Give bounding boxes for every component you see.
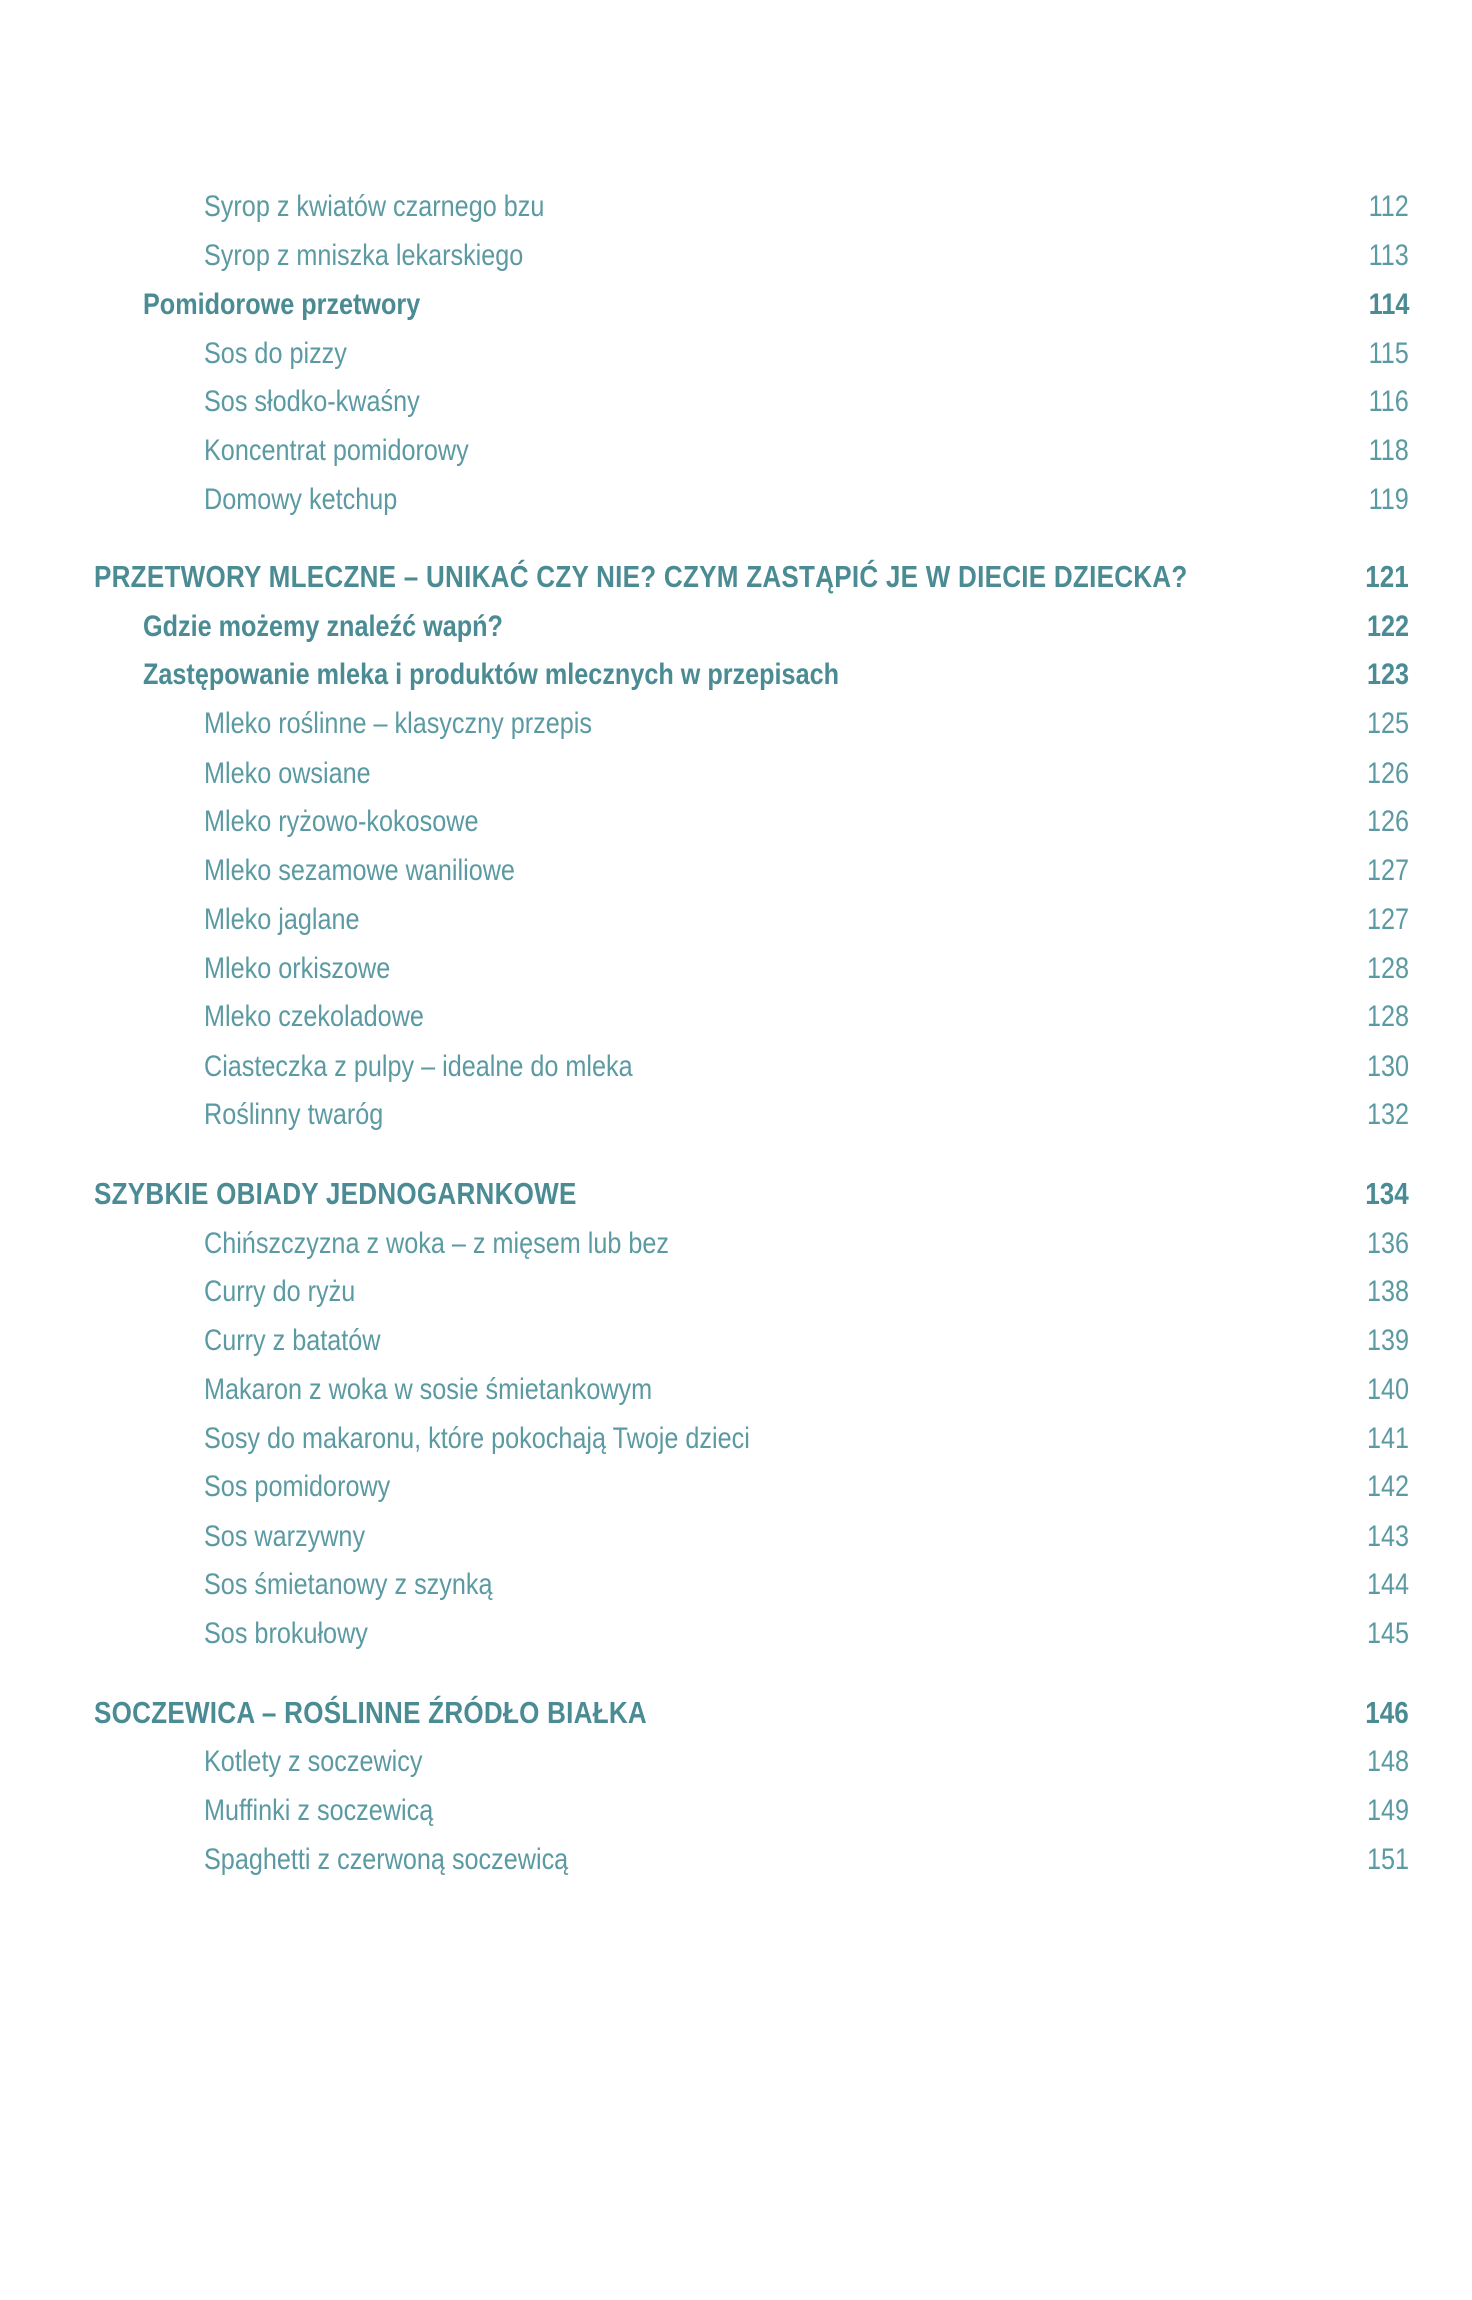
- toc-entry: [0, 475, 1472, 524]
- toc-entry-title: Mleko sezamowe waniliowe: [204, 854, 515, 887]
- toc-chapter-title: SZYBKIE OBIADY JEDNOGARNKOWE: [94, 1176, 577, 1211]
- toc-entry-title: Curry do ryżu: [204, 1275, 356, 1308]
- toc-entry-title: Sos warzywny: [204, 1520, 366, 1553]
- toc-entry-page: 126: [1366, 805, 1409, 838]
- toc-entry-page: 145: [1366, 1617, 1409, 1650]
- toc-entry-page: 142: [1366, 1470, 1409, 1503]
- toc-entry-page: 140: [1366, 1373, 1409, 1406]
- toc-entry-title: Spaghetti z czerwoną soczewicą: [204, 1843, 569, 1876]
- toc-entry: [0, 231, 1472, 280]
- toc-entry: [0, 1786, 1472, 1835]
- toc-entry-title: Sos śmietanowy z szynką: [204, 1568, 493, 1601]
- toc-chapter: [0, 552, 1472, 601]
- toc-entry-title: Sos słodko-kwaśny: [204, 385, 420, 418]
- toc-subsection-title: Gdzie możemy znaleźć wapń?: [143, 610, 503, 643]
- toc-entry-page: 116: [1368, 385, 1409, 418]
- toc-subsection-page: 114: [1368, 288, 1409, 321]
- toc-chapter: [0, 1169, 1472, 1218]
- toc-subsection: [0, 280, 1472, 329]
- toc-entry-title: Sos brokułowy: [204, 1617, 368, 1650]
- toc-entry: [0, 377, 1472, 426]
- toc-entry-page: 148: [1366, 1745, 1409, 1778]
- toc-entry: [0, 1609, 1472, 1658]
- toc-entry: [0, 1042, 1472, 1091]
- toc-entry-title: Sosy do makaronu, które pokochają Twoje dzieci: [204, 1422, 750, 1455]
- toc-entry-title: Chińszczyzna z woka – z mięsem lub bez: [204, 1227, 669, 1260]
- toc-entry-page: 151: [1366, 1843, 1409, 1876]
- toc-entry: [0, 699, 1472, 748]
- toc-subsection-page: 123: [1366, 658, 1409, 691]
- toc-subsection-page: 122: [1366, 610, 1409, 643]
- toc-entry-page: 136: [1366, 1227, 1409, 1260]
- toc-entry-page: 141: [1366, 1422, 1409, 1455]
- toc-entry-page: 128: [1366, 952, 1409, 985]
- toc-entry-page: 125: [1366, 707, 1409, 740]
- toc-subsection: [0, 650, 1472, 699]
- toc-entry: [0, 797, 1472, 846]
- toc-entry-title: Mleko orkiszowe: [204, 952, 391, 985]
- toc-entry-title: Mleko czekoladowe: [204, 1000, 424, 1033]
- toc-entry: [0, 1267, 1472, 1316]
- toc-entry-title: Muffinki z soczewicą: [204, 1794, 434, 1827]
- toc-entry-title: Roślinny twaróg: [204, 1098, 384, 1131]
- toc-chapter: [0, 1688, 1472, 1737]
- toc-entry-page: 118: [1368, 434, 1409, 467]
- toc-subsection-title: Pomidorowe przetwory: [143, 288, 421, 321]
- toc-entry-page: 138: [1366, 1275, 1409, 1308]
- toc-entry-page: 149: [1366, 1794, 1409, 1827]
- toc-entry-page: 144: [1366, 1568, 1409, 1601]
- toc-chapter-title: PRZETWORY MLECZNE – UNIKAĆ CZY NIE? CZYM ZASTĄPIĆ JE W DIECIE DZIECKA?: [94, 559, 1188, 594]
- toc-entry-title: Sos do pizzy: [204, 337, 347, 370]
- toc-entry-page: 127: [1366, 903, 1409, 936]
- toc-entry: [0, 1316, 1472, 1365]
- toc-entry: [0, 1090, 1472, 1139]
- toc-entry-title: Makaron z woka w sosie śmietankowym: [204, 1373, 653, 1406]
- toc-entry-page: 112: [1368, 190, 1409, 223]
- toc-entry-title: Sos pomidorowy: [204, 1470, 391, 1503]
- toc-entry-page: 139: [1366, 1324, 1409, 1357]
- toc-entry: [0, 749, 1472, 798]
- toc-entry-title: Mleko owsiane: [204, 757, 371, 790]
- toc-entry-page: 143: [1366, 1520, 1409, 1553]
- toc-entry: [0, 1737, 1472, 1786]
- toc-entry: [0, 182, 1472, 231]
- toc-entry: [0, 426, 1472, 475]
- toc-chapter-page: 134: [1365, 1176, 1409, 1211]
- toc-entry-title: Mleko roślinne – klasyczny przepis: [204, 707, 592, 740]
- toc-subsection: [0, 602, 1472, 651]
- toc-entry-page: 113: [1368, 239, 1409, 272]
- toc-entry: [0, 846, 1472, 895]
- toc-entry: [0, 1414, 1472, 1463]
- toc-entry-page: 127: [1366, 854, 1409, 887]
- toc-entry-page: 115: [1368, 337, 1409, 370]
- toc-subsection-title: Zastępowanie mleka i produktów mlecznych w przepisach: [143, 658, 839, 691]
- toc-entry-title: Syrop z mniszka lekarskiego: [204, 239, 524, 272]
- toc-entry-title: Curry z batatów: [204, 1324, 381, 1357]
- toc-entry-page: 130: [1366, 1050, 1409, 1083]
- toc-entry: [0, 1462, 1472, 1511]
- toc-entry-title: Domowy ketchup: [204, 483, 398, 516]
- toc-entry: [0, 895, 1472, 944]
- toc-entry: [0, 1512, 1472, 1561]
- toc-entry-title: Kotlety z soczewicy: [204, 1745, 423, 1778]
- toc-entry: [0, 944, 1472, 993]
- toc-entry-page: 128: [1366, 1000, 1409, 1033]
- toc-chapter-title: SOCZEWICA – ROŚLINNE ŹRÓDŁO BIAŁKA: [94, 1695, 647, 1730]
- toc-entry: [0, 1219, 1472, 1268]
- toc-entry: [0, 329, 1472, 378]
- toc-chapter-page: 146: [1365, 1695, 1409, 1730]
- toc-entry-title: Mleko jaglane: [204, 903, 360, 936]
- toc-entry-title: Ciasteczka z pulpy – idealne do mleka: [204, 1050, 633, 1083]
- toc-chapter-page: 121: [1365, 559, 1409, 594]
- toc-entry: [0, 992, 1472, 1041]
- toc-entry-title: Koncentrat pomidorowy: [204, 434, 469, 467]
- toc-entry-page: 126: [1366, 757, 1409, 790]
- toc-entry-title: Mleko ryżowo-kokosowe: [204, 805, 479, 838]
- toc-entry-title: Syrop z kwiatów czarnego bzu: [204, 190, 545, 223]
- toc-entry: [0, 1365, 1472, 1414]
- toc-entry-page: 132: [1366, 1098, 1409, 1131]
- toc-entry: [0, 1560, 1472, 1609]
- toc-entry-page: 119: [1368, 483, 1409, 516]
- toc-entry: [0, 1835, 1472, 1884]
